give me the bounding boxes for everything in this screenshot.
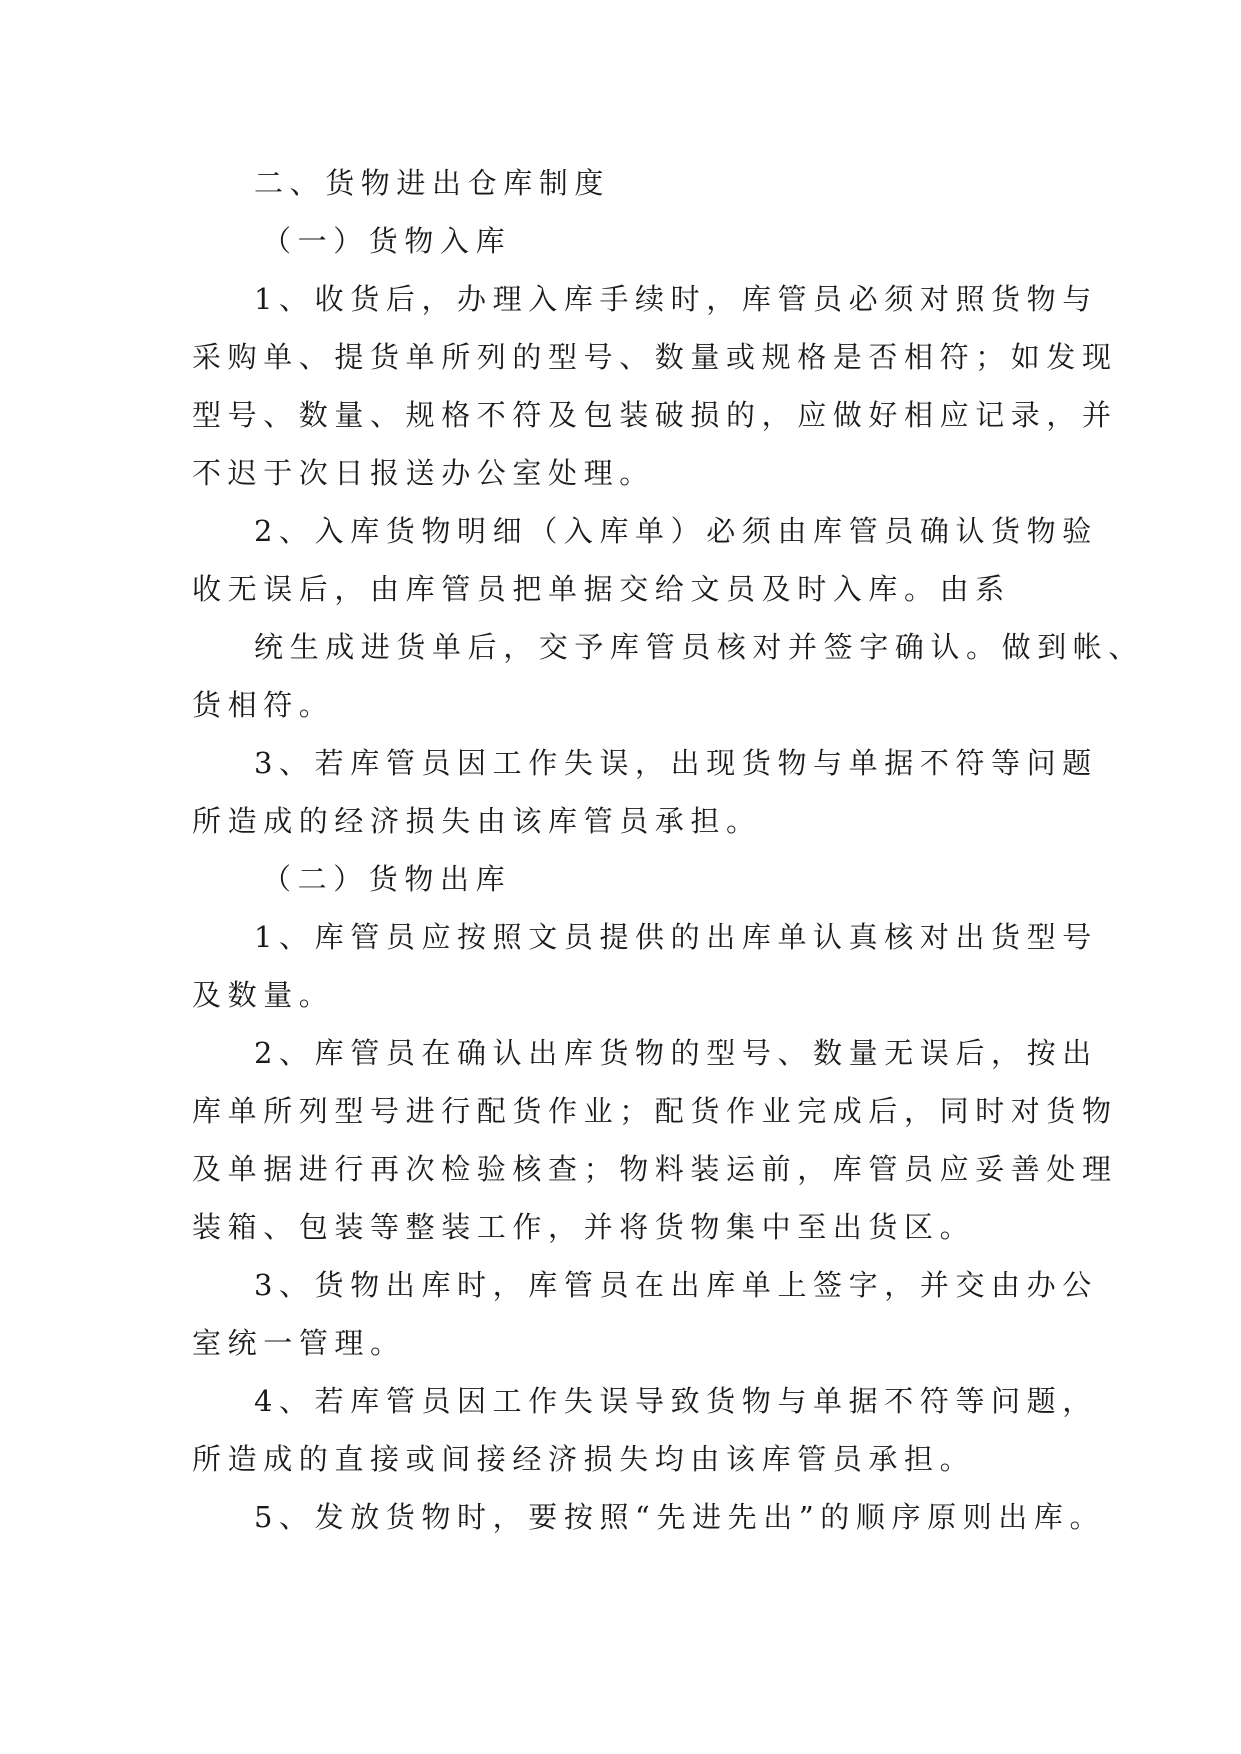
paragraph-line: 3、货物出库时，库管员在出库单上签字，并交由办公 <box>254 1268 1098 1302</box>
subsection-heading-outbound: （二）货物出库 <box>262 862 512 896</box>
paragraph-line: 室统一管理。 <box>192 1326 406 1360</box>
paragraph-line: 及单据进行再次检验核查；物料装运前，库管员应妥善处理 <box>192 1152 1118 1186</box>
paragraph-line: 及数量。 <box>192 978 335 1012</box>
paragraph-line: 所造成的直接或间接经济损失均由该库管员承担。 <box>192 1442 976 1476</box>
paragraph-line: 所造成的经济损失由该库管员承担。 <box>192 804 762 838</box>
paragraph-line: 收无误后，由库管员把单据交给文员及时入库。由系 <box>192 572 1011 606</box>
paragraph-line: 统生成进货单后，交予库管员核对并签字确认。做到帐、 <box>254 630 1145 664</box>
paragraph-line: 1、库管员应按照文员提供的出库单认真核对出货型号 <box>254 920 1098 954</box>
paragraph-line: 货相符。 <box>192 688 335 722</box>
paragraph-line: 装箱、包装等整装工作，并将货物集中至出货区。 <box>192 1210 976 1244</box>
paragraph-line: 5、发放货物时，要按照“先进先出”的顺序原则出库。 <box>254 1500 1106 1534</box>
section-title: 二、货物进出仓库制度 <box>254 166 611 200</box>
paragraph-line: 2、库管员在确认出库货物的型号、数量无误后，按出 <box>254 1036 1098 1070</box>
paragraph-line: 不迟于次日报送办公室处理。 <box>192 456 655 490</box>
paragraph-line: 4、若库管员因工作失误导致货物与单据不符等问题， <box>254 1384 1098 1418</box>
subsection-heading-inbound: （一）货物入库 <box>262 224 512 258</box>
paragraph-line: 1、收货后，办理入库手续时，库管员必须对照货物与 <box>254 282 1098 316</box>
paragraph-line: 采购单、提货单所列的型号、数量或规格是否相符；如发现 <box>192 340 1118 374</box>
paragraph-line: 型号、数量、规格不符及包装破损的，应做好相应记录，并 <box>192 398 1118 432</box>
paragraph-line: 2、入库货物明细（入库单）必须由库管员确认货物验 <box>254 514 1098 548</box>
paragraph-line: 3、若库管员因工作失误，出现货物与单据不符等问题 <box>254 746 1098 780</box>
paragraph-line: 库单所列型号进行配货作业；配货作业完成后，同时对货物 <box>192 1094 1118 1128</box>
